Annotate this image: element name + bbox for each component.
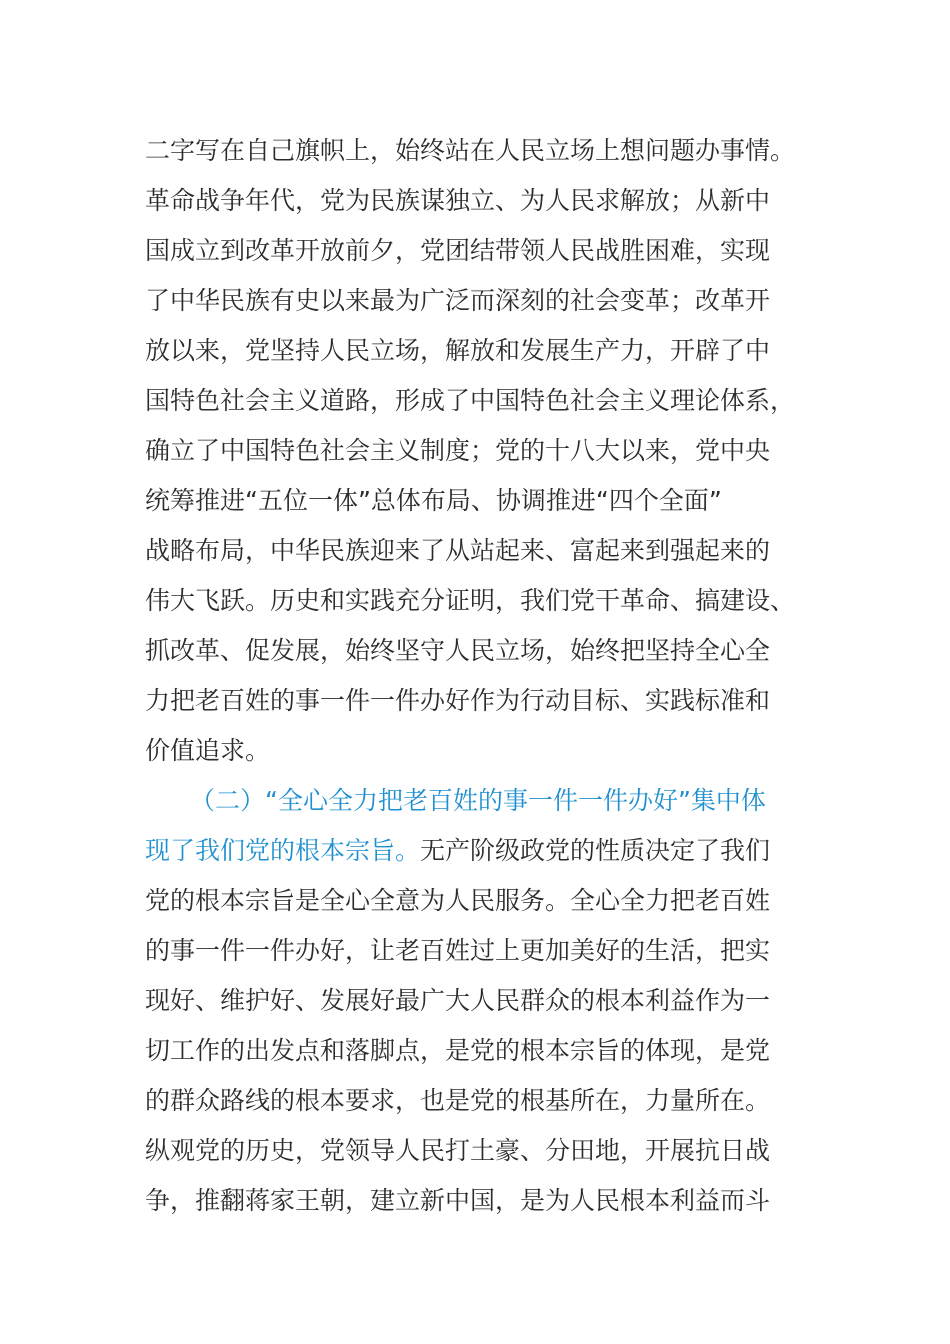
text-line: 伟大飞跃。历史和实践充分证明，我们党干革命、搞建设、 bbox=[145, 586, 796, 615]
text-line: 抓改革、促发展，始终坚守人民立场，始终把坚持全心全 bbox=[145, 636, 771, 665]
text-line: 的群众路线的根本要求，也是党的根基所在，力量所在。 bbox=[145, 1086, 771, 1115]
text-line: 价值追求。 bbox=[145, 736, 271, 765]
text-line: 纵观党的历史，党领导人民打土豪、分田地，开展抗日战 bbox=[145, 1136, 771, 1165]
section-heading: （二）“全心全力把老百姓的事一件一件办好”集中体 bbox=[190, 786, 766, 815]
text-line: 争，推翻蒋家王朝，建立新中国，是为人民根本利益而斗 bbox=[145, 1186, 771, 1215]
text-line: 了中华民族有史以来最为广泛而深刻的社会变革；改革开 bbox=[145, 286, 771, 315]
text-line: 二字写在自己旗帜上，始终站在人民立场上想问题办事情。 bbox=[145, 136, 796, 165]
section-heading-continued: 现了我们党的根本宗旨。 bbox=[145, 836, 421, 865]
text-line: 现好、维护好、发展好最广大人民群众的根本利益作为一 bbox=[145, 986, 771, 1015]
text-line: 切工作的出发点和落脚点，是党的根本宗旨的体现，是党 bbox=[145, 1036, 771, 1065]
text-run: 无产阶级政党的性质决定了我们 bbox=[420, 836, 771, 865]
text-line: 力把老百姓的事一件一件办好作为行动目标、实践标准和 bbox=[145, 686, 771, 715]
text-line: 战略布局，中华民族迎来了从站起来、富起来到强起来的 bbox=[145, 536, 771, 565]
text-line bbox=[145, 826, 835, 876]
text-line: 国特色社会主义道路，形成了中国特色社会主义理论体系， bbox=[145, 386, 796, 415]
document-body bbox=[145, 126, 835, 1226]
text-line: 革命战争年代，党为民族谋独立、为人民求解放；从新中 bbox=[145, 186, 771, 215]
text-line: 党的根本宗旨是全心全意为人民服务。全心全力把老百姓 bbox=[145, 886, 771, 915]
text-line: 统筹推进“五位一体”总体布局、协调推进“四个全面” bbox=[145, 486, 722, 515]
text-line: 国成立到改革开放前夕，党团结带领人民战胜困难，实现 bbox=[145, 236, 771, 265]
section-heading-line bbox=[145, 776, 835, 826]
text-line: 确立了中国特色社会主义制度；党的十八大以来，党中央 bbox=[145, 436, 771, 465]
text-line: 放以来，党坚持人民立场，解放和发展生产力，开辟了中 bbox=[145, 336, 771, 365]
text-line: 的事一件一件办好，让老百姓过上更加美好的生活，把实 bbox=[145, 936, 771, 965]
